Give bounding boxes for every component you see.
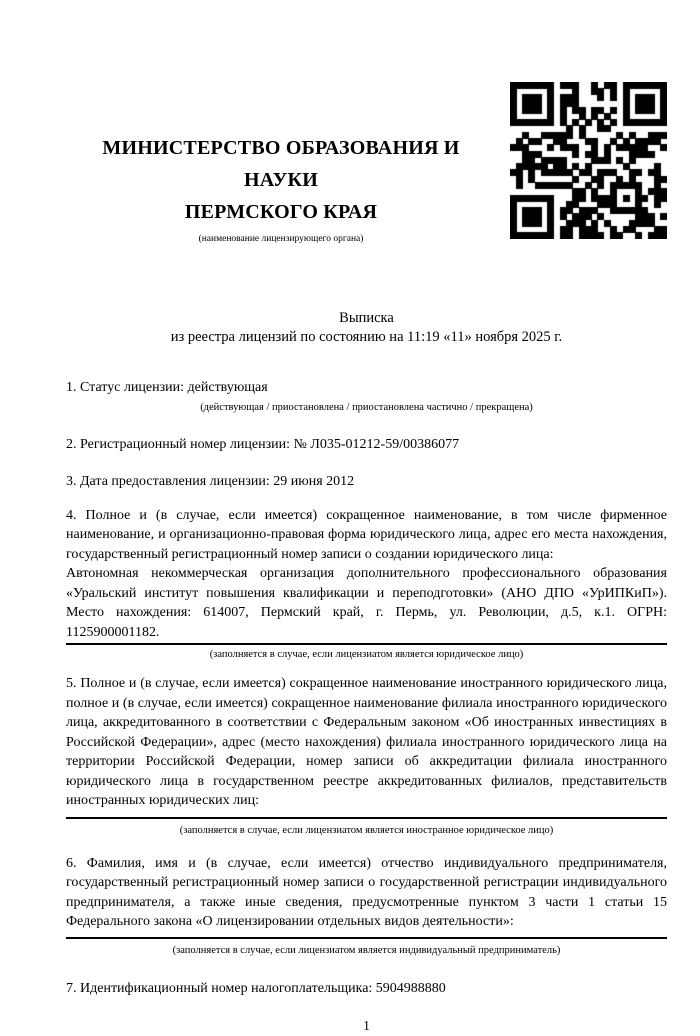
ministry-name — [66, 132, 496, 228]
document-title-line2: из реестра лицензий по состоянию на 11:19 «11» ноября 2025 г. — [170, 329, 563, 345]
page-number: 1 — [363, 1018, 370, 1033]
foreign-entity-fill-rule — [66, 817, 667, 819]
legal-entity-question: 4. Полное и (в случае, если имеется) сокращенное наименование, в том числе фирменное наименование, и организационно-правовая форма юридического лица, адрес его места нахождения, государственный регистрационный номер записи о создании юридического лица: — [66, 507, 667, 562]
document-title — [66, 309, 667, 347]
entrepreneur-question: 6. Фамилия, имя и (в случае, если имеется) отчество индивидуального предпринимателя, государственный регистрационный номер записи о государственной регистрации индивидуального предпринимателя, а также иные сведения, предусмотренные пунктом 3 части 1 статьи 15 Федерального закона «О лицензировании отдельных видов деятельности»: — [66, 855, 667, 929]
foreign-entity-caption: (заполняется в случае, если лицензиатом является иностранное юридическое лицо) — [179, 824, 554, 836]
entrepreneur-item — [66, 854, 667, 957]
document-title-line1: Выписка — [339, 310, 394, 326]
license-date-item — [66, 472, 667, 492]
foreign-entity-question: 5. Полное и (в случае, если имеется) сокращенное наименование иностранного юридического лица, полное и (в случае, если имеется) сокращенное наименование филиала иностранного юридического лица, аккредитованного в соответствии с Федеральным законом «Об иностранных инвестициях в Российской Федерации», адрес (место нахождения) филиала иностранного юридического лица на территории Российской Федерации, номер записи об аккредитации филиала иностранного юридического лица в государственном реестре аккредитованных филиалов, представительств иностранных юридических лиц: — [66, 676, 667, 808]
ministry-name-line1: МИНИСТЕРСТВО ОБРАЗОВАНИЯ И НАУКИ — [102, 137, 460, 191]
legal-entity-caption: (заполняется в случае, если лицензиатом является юридическое лицо) — [209, 649, 524, 660]
qr-code — [510, 82, 667, 239]
legal-entity-value: Автономная некоммерческая организация дополнительного профессионального образования «Уральский институт повышения квалификации и переподготовки» (АНО ДПО «УрИПКиП»). Место нахождения: 614007, Пермский край, г. Пермь, ул. Революции, д.5, к.1. ОГРН: 1125900001182. — [66, 566, 667, 640]
legal-entity-item — [66, 506, 667, 662]
ministry-name-line2: ПЕРМСКОГО КРАЯ — [184, 201, 378, 223]
ministry-caption: (наименование лицензирующего органа) — [198, 234, 364, 244]
foreign-entity-item — [66, 674, 667, 837]
legal-entity-fill-rule — [66, 643, 667, 645]
status-options-caption: (действующая / приостановлена / приостановлена частично / прекращена) — [200, 401, 533, 413]
license-number-item — [66, 435, 667, 455]
license-status-item — [66, 378, 667, 414]
ministry-header — [66, 132, 510, 245]
license-status-text: 1. Статус лицензии: действующая — [66, 380, 268, 395]
license-number-text: 2. Регистрационный номер лицензии: № Л035-01212-59/00386077 — [66, 436, 460, 452]
qr-code-canvas — [510, 82, 667, 239]
license-date-text: 3. Дата предоставления лицензии: 29 июня 2012 — [66, 474, 355, 489]
header-row — [66, 82, 667, 245]
inn-text: 7. Идентификационный номер налогоплательщика: 5904988880 — [66, 980, 446, 996]
entrepreneur-fill-rule — [66, 937, 667, 939]
inn-item — [66, 979, 667, 999]
entrepreneur-caption: (заполняется в случае, если лицензиатом является индивидуальный предприниматель) — [172, 944, 561, 956]
